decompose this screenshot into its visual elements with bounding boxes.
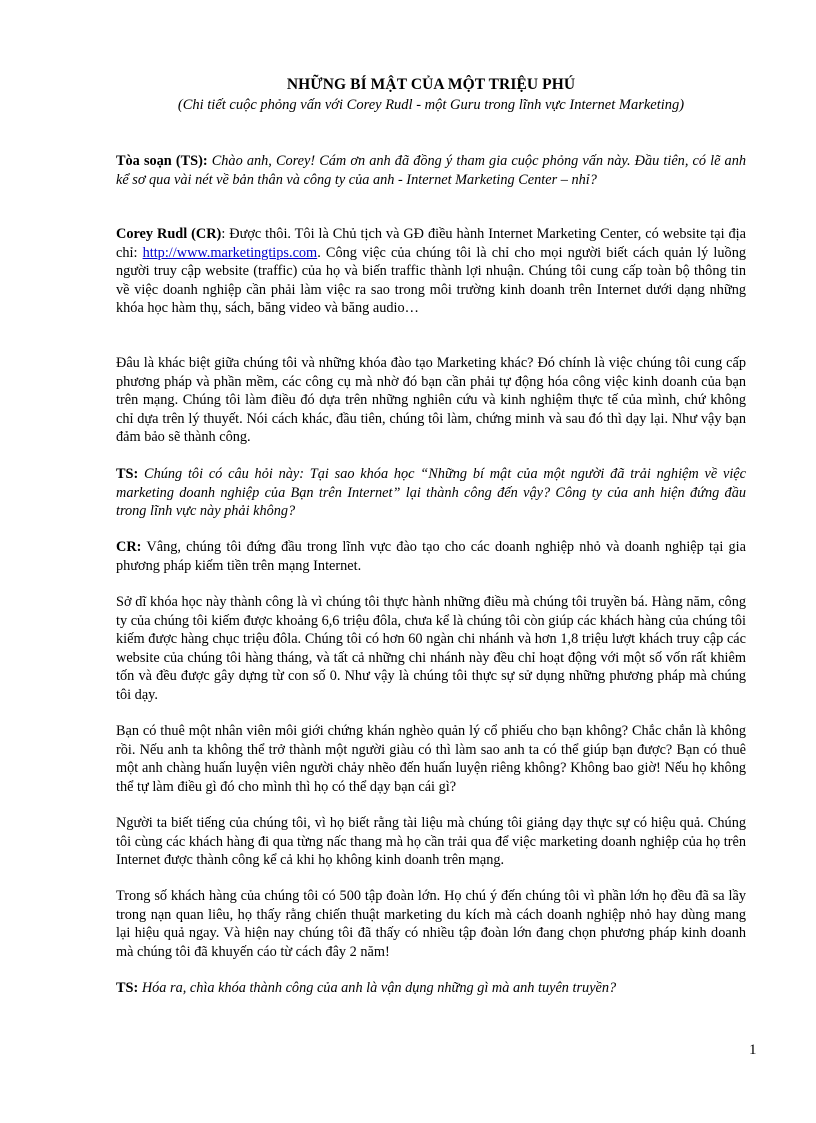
- speaker-label: TS:: [116, 466, 139, 482]
- speaker-label: TS:: [116, 980, 139, 996]
- speaker-label: CR:: [116, 539, 142, 555]
- paragraph-6: Sở dĩ khóa học này thành công là vì chúng tôi thực hành những điều mà chúng tôi truyền bá. Hàng năm, công ty của chúng tôi kiếm được khoảng 6,6 triệu đôla, chưa kể là chúng tôi còn giúp các khách hàng của chúng tôi kiếm được hàng chục triệu đôla. Chúng tôi có hơn 60 ngàn chi nhánh và hơn 1,8 triệu lượt khách truy cập các website của chúng tôi hàng tháng, và tất cả những chi nhánh này đều chỉ hoạt động với một số vốn rất khiêm tốn và đều được gây dựng từ con số 0. Như vậy là chúng tôi thực sự sử dụng những phương pháp mà chúng tôi dạy.: [116, 594, 746, 703]
- paragraph-text: Chúng tôi có câu hỏi này: Tại sao khóa học “Những bí mật của một người đã trải nghiệm về việc marketing doanh nghiệp của Bạn trên Internet” lại thành công đến vậy? Công ty của anh hiện đứng đầu trong lĩnh vực này phải không?: [116, 466, 746, 520]
- paragraph-9: Trong số khách hàng của chúng tôi có 500 tập đoàn lớn. Họ chú ý đến chúng tôi vì phần lớn họ đều đã sa lầy trong nạn quan liêu, họ thấy rằng chiến thuật marketing du kích mà cách doanh nghiệp nhỏ hay dùng mang lại hiệu quả ngay. Và hiện nay chúng tôi đã thấy có nhiều tập đoàn lớn đang chọn phương pháp kinh doanh mà chúng tôi đã khuyến cáo từ cách đây 2 năm!: [116, 888, 746, 960]
- paragraph-7: Bạn có thuê một nhân viên môi giới chứng khán nghèo quản lý cổ phiếu cho bạn không? Chắc chắn là không rồi. Nếu anh ta không thể trở thành một người giàu có thì làm sao anh ta có thể giúp bạn được? Bạn có thuê một anh chàng huấn luyện viên người chảy nhẽo đến huấn luyện riêng không? Không bao giờ! Nếu họ không thể tự làm điều gì đó cho mình thì họ có thể dạy bạn cái gì?: [116, 723, 746, 795]
- paragraph-text: : Được thôi. Tôi là Chủ tịch và GĐ điều hành Internet Marketing Center, có website tại địa chỉ:: [116, 226, 746, 261]
- speaker-label: Tòa soạn (TS):: [116, 153, 208, 169]
- website-link[interactable]: http://www.marketingtips.com: [142, 244, 318, 261]
- speaker-label: Corey Rudl (CR): [116, 226, 222, 242]
- paragraph-text: . Công việc của chúng tôi là chỉ cho mọi người biết cách quản lý luồng người truy cập website (traffic) của họ và biến traffic thành lợi nhuận. Chúng tôi cung cấp toàn bộ thông tin về việc doanh nghiệp cần phải làm việc ra sao trong môi trường kinh doanh trên Internet dưới dạng những khóa học hàm thụ, sách, băng video và băng audio…: [116, 244, 747, 317]
- paragraph-3: Đâu là khác biệt giữa chúng tôi và những khóa đào tạo Marketing khác? Đó chính là việc chúng tôi cung cấp phương pháp và phần mềm, các công cụ mà nhờ đó bạn cần phải tự động hóa công việc kinh doanh của bạn trên mạng. Chúng tôi làm điều đó dựa trên những nghiên cứu và kinh nghiệm thực tế của mình, chứ không chỉ dựa trên lý thuyết. Nói cách khác, đầu tiên, chúng tôi làm, chứng minh và sau đó thì dạy lại. Như vậy bạn đảm bảo sẽ thành công.: [116, 355, 746, 446]
- paragraph-text: Chào anh, Corey! Cám ơn anh đã đồng ý tham gia cuộc phỏng vấn này. Đầu tiên, có lẽ anh kể sơ qua vài nét về bản thân và công ty của anh - Internet Marketing Center – nhỉ?: [116, 153, 746, 188]
- page-number: 1: [749, 1042, 757, 1058]
- document-subtitle: (Chi tiết cuộc phỏng vấn với Corey Rudl - một Guru trong lĩnh vực Internet Marketing): [177, 97, 685, 113]
- paragraph-ts-1: [116, 152, 746, 189]
- paragraph-ts-3: [116, 979, 746, 998]
- paragraph-text: Vâng, chúng tôi đứng đầu trong lĩnh vực đào tạo cho các doanh nghiệp nhỏ và doanh nghiệp tại gia phương pháp kiếm tiền trên mạng Internet.: [116, 539, 746, 574]
- document-title: NHỮNG BÍ MẬT CỦA MỘT TRIỆU PHÚ: [286, 76, 576, 93]
- paragraph-ts-2: [116, 465, 746, 521]
- paragraph-text: Hóa ra, chìa khóa thành công của anh là vận dụng những gì mà anh tuyên truyền?: [141, 980, 617, 996]
- paragraph-cr-1: [116, 225, 746, 318]
- paragraph-8: Người ta biết tiếng của chúng tôi, vì họ biết rằng tài liệu mà chúng tôi giảng dạy thực sự có hiệu quả. Chúng tôi cùng các khách hàng đi qua từng nấc thang mà họ cần trải qua để việc marketing doanh nghiệp của họ trên Internet được thành công kể cả khi họ không kinh doanh trên mạng.: [116, 815, 746, 869]
- paragraph-cr-2: [116, 538, 746, 575]
